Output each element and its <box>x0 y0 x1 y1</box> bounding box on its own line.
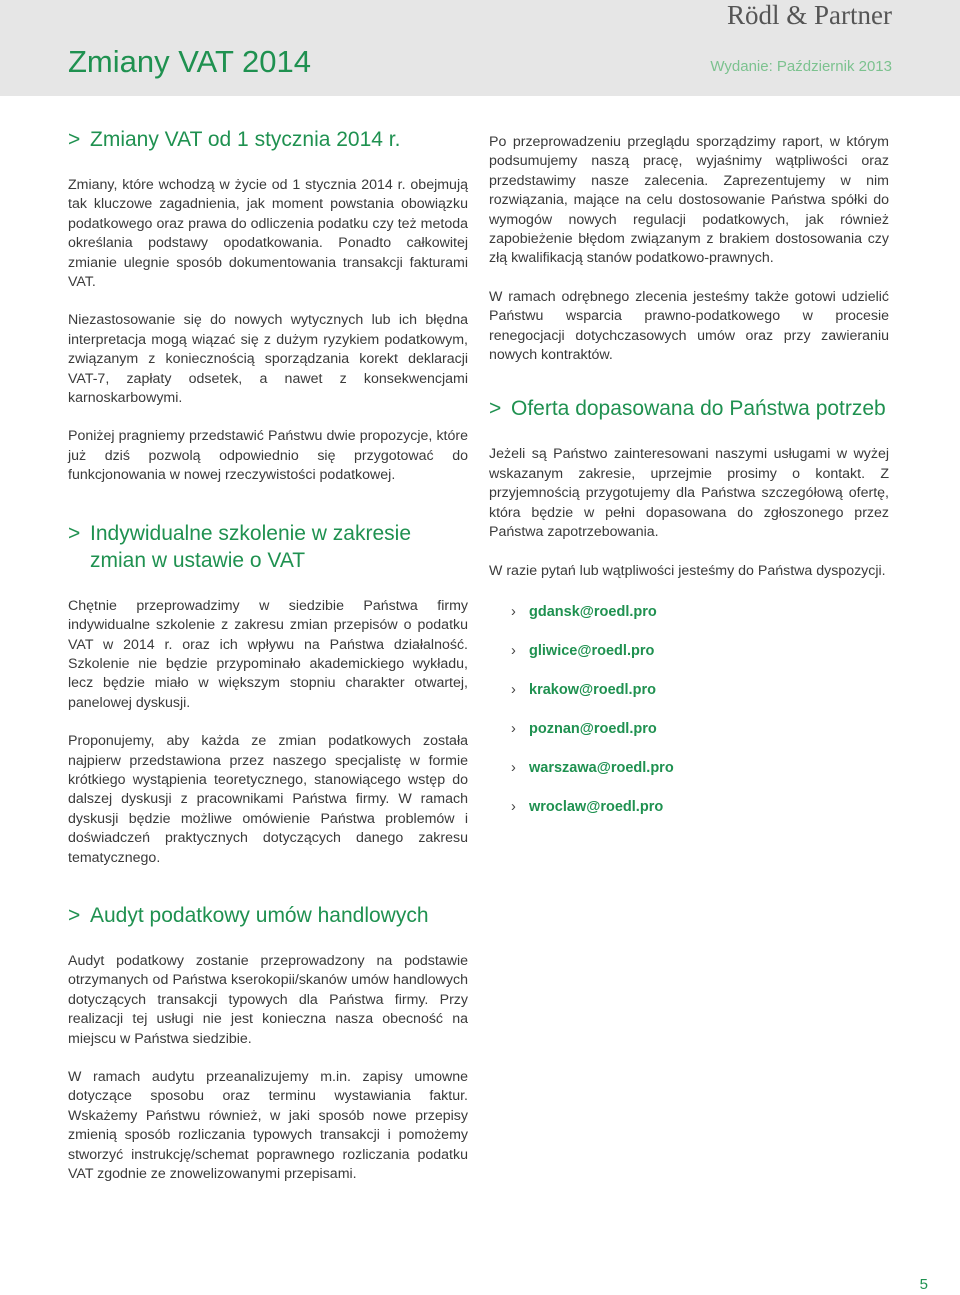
paragraph: Audyt podatkowy zostanie przeprowadzony na podstawie otrzymanych od Państwa kserokopii/skanów umów handlowych dotyczących transakcji typowych dla Państwa firmy. Przy realizacji tej usługi nie jest konieczna nasza obecność na miejscu w Państwa siedzibie. <box>68 953 468 1047</box>
heading-marker: > <box>489 397 502 421</box>
email-link-wroclaw[interactable]: wroclaw@roedl.pro <box>529 798 664 815</box>
paragraph: Po przeprowadzeniu przeglądu sporządzimy raport, w którym podsumujemy naszą pracę, wyjaśnimy wątpliwości oraz przedstawimy nasze zalecenia. Zaprezentujemy w nim rozwiązania, mające na celu dostosowanie Państwa spółki do wymogów nowych regulacji podatkowych, jak również zapobieżenie błędom związanym z brakiem dostosowania czy złą kwalifikacją stanów podatkowo-prawnych. <box>489 134 889 267</box>
email-link-krakow[interactable]: krakow@roedl.pro <box>529 681 656 698</box>
brand-logo: Rödl & Partner <box>727 0 892 30</box>
email-link-warszawa[interactable]: warszawa@roedl.pro <box>529 759 674 776</box>
heading-text: Audyt podatkowy umów handlowych <box>90 904 429 927</box>
chevron-right-icon: › <box>511 603 516 620</box>
paragraph: Zmiany, które wchodzą w życie od 1 stycznia 2014 r. obejmują tak kluczowe zagadnienia, jak moment powstania obowiązku podatkowego oraz prawa do odliczenia podatku czy też metoda określania podstawy opodatkowania. Ponadto całkowitej zmianie ulegnie sposób dokumentowania transakcji fakturami VAT. <box>68 177 468 291</box>
email-item <box>489 798 889 837</box>
left-column <box>68 126 468 868</box>
chevron-right-icon: › <box>511 720 516 737</box>
paragraph: Jeżeli są Państwo zainteresowani naszymi usługami w wyżej wskazanym zakresie, uprzejmie prosimy o kontakt. Z przyjemnością przygotujemy dla Państwa szczegółową ofertę, która będzie w pełni dopasowana do zgłoszonego przez Państwa zapotrzebowania. <box>489 446 889 541</box>
heading-text-line2: zmian w ustawie o VAT <box>90 548 306 572</box>
paragraph: W ramach odrębnego zlecenia jesteśmy także gotowi udzielić Państwu wsparcia prawno-podatkowego w procesie renegocjacji dotychczasowych umów oraz przy zawieraniu nowych kontraktów. <box>489 288 889 364</box>
paragraph: Proponujemy, aby każda ze zmian podatkowych została najpierw przedstawiona przez naszego specjalistę w formie krótkiego wystąpienia teoretycznego, stanowiącego wstęp do dalszej dyskusji z pracownikami Państwa firmy. W ramach dyskusji będzie możliwe omówienie Państwa problemów i doświadczeń praktycznych dotyczących danego zakresu tematycznego. <box>68 733 468 866</box>
paragraph: Niezastosowanie się do nowych wytycznych lub ich błędna interpretacja mogą wiązać się z dużym ryzykiem podatkowym, związanym z koniecznością sporządzania korekt deklaracji VAT-7, zapłaty odsetek, a nawet z konsekwencjami karnoskarbowymi. <box>68 312 468 407</box>
heading-marker: > <box>68 128 81 151</box>
paragraph: Chętnie przeprowadzimy w siedzibie Państwa firmy indywidualne szkolenie z zakresu zmian przepisów o podatku VAT w 2014 r. oraz ich wpływu na Państwa działalność. Szkolenie nie będzie przypominało akademickiego wykładu, lecz będzie miało w większym stopniu charakter otwartej, panelowej dyskusji. <box>68 597 468 711</box>
chevron-right-icon: › <box>511 798 516 815</box>
section-heading-offer <box>489 395 889 422</box>
email-item <box>489 603 889 642</box>
paragraph: W ramach audytu przeanalizujemy m.in. zapisy umowne dotyczące sposobu oraz terminu wystawiania faktur. Wskażemy Państwu również, w jaki sposób nowe przepisy zmienią sposób rozliczania typowych transakcji i pomożemy stworzyć instrukcję/schemat poprawnego rozliczania podatku VAT zgodnie ze znowelizowanymi przepisami. <box>68 1069 468 1183</box>
email-link-gdansk[interactable]: gdansk@roedl.pro <box>529 603 657 620</box>
section-heading-audit <box>68 902 468 929</box>
heading-text: Zmiany VAT od 1 stycznia 2014 r. <box>90 128 401 151</box>
chevron-right-icon: › <box>511 642 516 659</box>
page-header <box>0 0 960 96</box>
heading-text: Oferta dopasowana do Państwa potrzeb <box>511 397 886 421</box>
email-item <box>489 759 889 798</box>
audit-section <box>68 902 468 1184</box>
paragraph: W razie pytań lub wątpliwości jesteśmy do Państwa dyspozycji. <box>489 562 886 579</box>
right-column <box>489 133 889 837</box>
email-item <box>489 642 889 681</box>
chevron-right-icon: › <box>511 759 516 776</box>
heading-marker: > <box>68 521 81 545</box>
paragraph: Poniżej pragniemy przedstawić Państwu dwie propozycje, które już dziś pozwolą odpowiednio się przygotować do funkcjonowania w nowej rzeczywistości podatkowej. <box>68 428 468 484</box>
document-title: Zmiany VAT 2014 <box>68 44 311 79</box>
page-number: 5 <box>919 1276 928 1293</box>
section-heading-training <box>68 520 468 574</box>
edition-label: Wydanie: Październik 2013 <box>710 58 892 75</box>
email-link-poznan[interactable]: poznan@roedl.pro <box>529 720 657 737</box>
heading-marker: > <box>68 904 81 927</box>
email-link-gliwice[interactable]: gliwice@roedl.pro <box>529 642 655 659</box>
email-item <box>489 720 889 759</box>
chevron-right-icon: › <box>511 681 516 698</box>
section-heading-vat-changes <box>68 126 468 153</box>
heading-text: Indywidualne szkolenie w zakresie <box>90 521 411 545</box>
email-list <box>489 603 889 837</box>
email-item <box>489 681 889 720</box>
